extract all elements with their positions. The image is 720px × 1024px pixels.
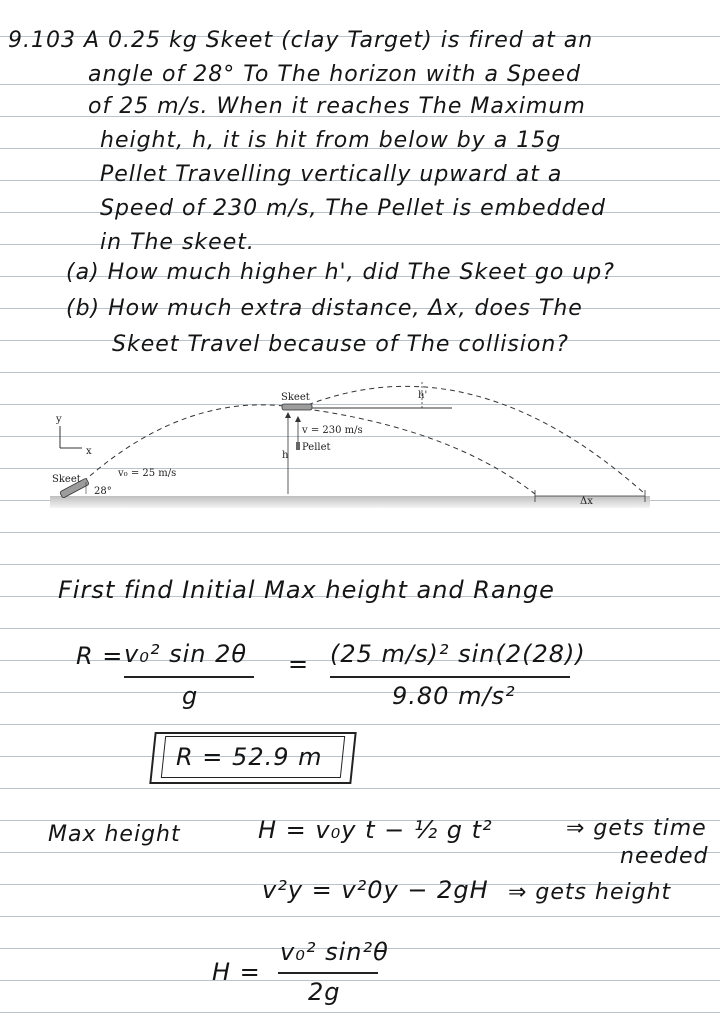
ground-strip: [50, 496, 650, 508]
problem-line-5: Pellet Travelling vertically upward at a: [100, 162, 563, 187]
range-denominator: g: [182, 682, 199, 710]
height-formula-numerator: v₀² sin²θ: [280, 938, 389, 966]
range-values-fraction-bar: [330, 676, 570, 678]
question-b: (b) How much extra distance, Δx, does The: [66, 296, 583, 321]
velocity-equation: v²y = v²0y − 2gH: [262, 876, 489, 904]
solution-heading: First find Initial Max height and Range: [58, 576, 555, 604]
v0-label: v₀ = 25 m/s: [118, 468, 177, 479]
question-a: (a) How much higher h', did The Skeet go up?: [66, 260, 615, 285]
height-equation-1: H = v₀y t − ½ g t²: [258, 816, 493, 844]
range-numerator-values: (25 m/s)² sin(2(28)): [330, 640, 586, 668]
height-formula-lhs: H =: [212, 958, 261, 986]
ruled-line: [0, 532, 720, 533]
pellet-arrow: [295, 416, 301, 422]
ruled-line: [0, 980, 720, 981]
range-lhs: R =: [76, 642, 124, 670]
h-arrow-up: [285, 412, 291, 418]
skeet-launch-label: Skeet: [52, 474, 81, 485]
range-numerator: v₀² sin 2θ: [124, 640, 248, 668]
skeet-top-label: Skeet: [281, 392, 310, 403]
height-formula-denominator: 2g: [308, 978, 341, 1006]
height-formula-fraction-bar: [278, 972, 378, 974]
new-trajectory: [300, 386, 645, 494]
equation-1-note-b: needed: [620, 844, 709, 869]
problem-line-3: of 25 m/s. When it reaches The Maximum: [88, 94, 586, 119]
h-label: h: [282, 450, 289, 461]
problem-line-6: Speed of 230 m/s, The Pellet is embedded: [100, 196, 606, 221]
range-equals: =: [288, 650, 310, 678]
range-denominator-values: 9.80 m/s²: [392, 682, 516, 710]
equation-1-note-a: ⇒ gets time: [566, 816, 707, 841]
pellet-label: Pellet: [302, 442, 331, 453]
x-axis-label: x: [86, 446, 92, 457]
ruled-line: [0, 724, 720, 725]
ruled-line: [0, 692, 720, 693]
y-axis-label: y: [56, 414, 62, 425]
ruled-line: [0, 628, 720, 629]
ruled-line: [0, 788, 720, 789]
ruled-line: [0, 1012, 720, 1013]
ruled-line: [0, 916, 720, 917]
problem-line-2: angle of 28° To The horizon with a Speed: [88, 62, 581, 87]
skeet-top-shape: [282, 404, 312, 410]
trajectory-figure: [50, 378, 660, 513]
equation-2-note: ⇒ gets height: [508, 880, 672, 905]
ruled-line: [0, 372, 720, 373]
dx-label: Δx: [580, 496, 593, 507]
range-fraction-bar: [124, 676, 254, 678]
range-result: R = 52.9 m: [176, 743, 323, 771]
ruled-line: [0, 852, 720, 853]
angle-label: 28°: [94, 486, 112, 497]
pellet-speed-label: v = 230 m/s: [302, 425, 363, 436]
problem-line-10: Skeet Travel because of The collision?: [112, 332, 569, 357]
ruled-line: [0, 756, 720, 757]
ruled-line: [0, 564, 720, 565]
h-prime-label: h': [418, 390, 428, 401]
problem-line-7: in The skeet.: [100, 230, 255, 255]
max-height-label: Max height: [48, 822, 181, 847]
problem-line-4: height, h, it is hit from below by a 15g: [100, 128, 562, 153]
problem-line-1: 9.103 A 0.25 kg Skeet (clay Target) is fired at an: [8, 28, 594, 53]
pellet-shape: [296, 442, 300, 450]
